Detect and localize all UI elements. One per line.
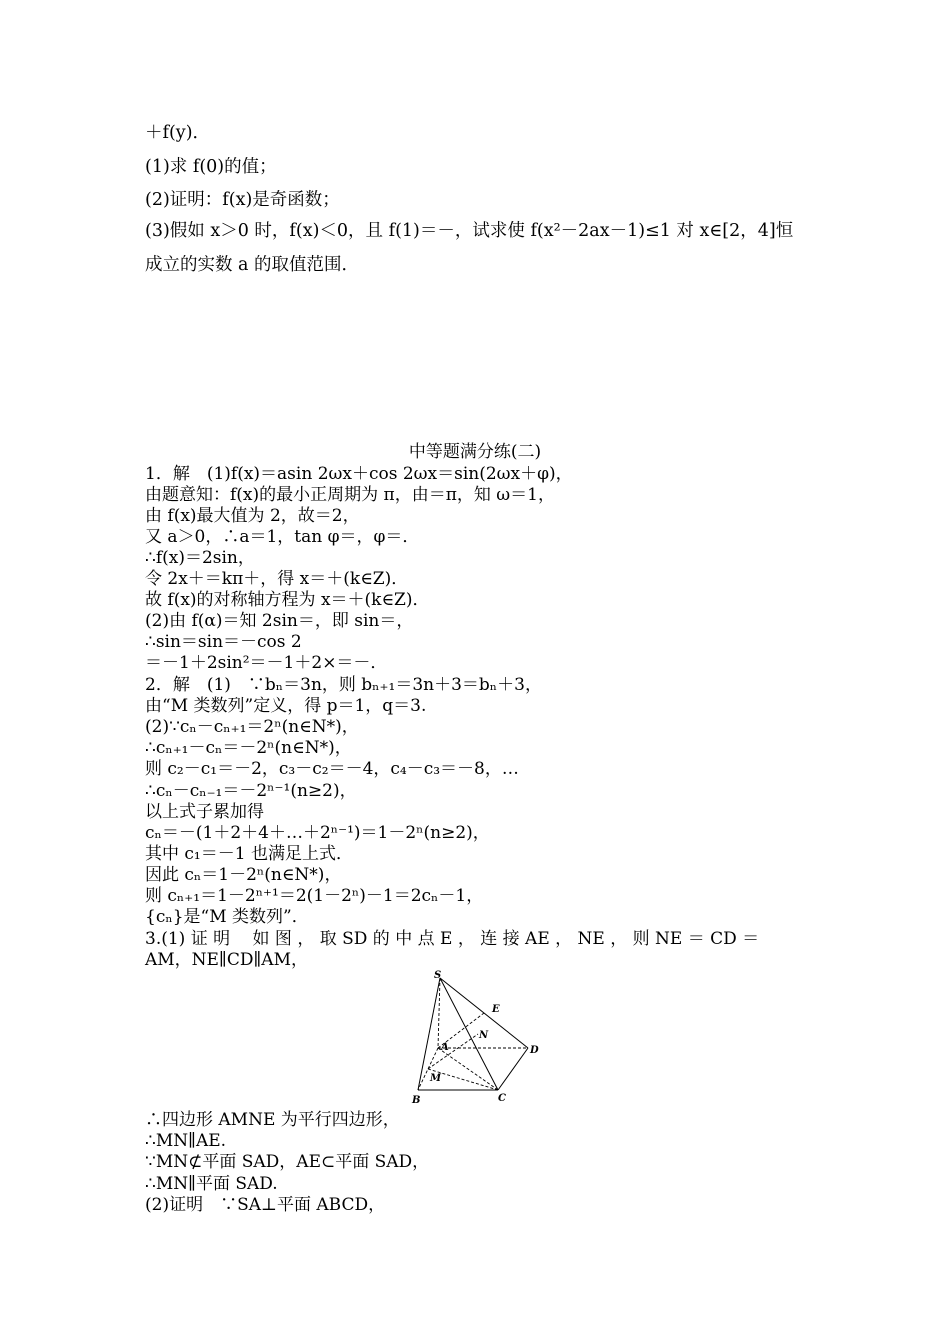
segment-MN — [428, 1034, 478, 1069]
label-B: B — [412, 1095, 421, 1106]
label-C: C — [498, 1093, 506, 1104]
solution-line: 1．解 (1)f(x)＝asin 2ωx＋cos 2ωx＝sin(2ωx＋φ)， — [145, 464, 573, 484]
solution-line: 又 a＞0，∴a＝1，tan φ＝，φ＝． — [145, 527, 420, 547]
solution-line: (2)∵cₙ－cₙ₊₁＝2ⁿ(n∈N*)， — [145, 717, 359, 737]
edge-CD — [498, 1048, 528, 1090]
solution-line: ∴f(x)＝2sin， — [145, 548, 255, 568]
solution-line: 则 c₂－c₁＝－2，c₃－c₂＝－4，c₄－c₃＝－8，… — [145, 759, 519, 779]
pyramid-diagram — [408, 968, 548, 1108]
solution-line: (2)由 f(α)＝知 2sin＝，即 sin＝， — [145, 611, 414, 631]
label-S: S — [434, 970, 442, 981]
solution-line: 以上式子累加得 — [145, 802, 264, 822]
solution-line: 由“M 类数列”定义，得 p＝1，q＝3. — [145, 696, 427, 716]
solution-line: ∴MN∥平面 SAD. — [145, 1174, 278, 1194]
problem-line: (3)假如 x＞0 时，f(x)＜0，且 f(1)＝－，试求使 f(x²－2ax－1)≤1 对 x∈[2，4]恒 — [145, 221, 794, 241]
label-E: E — [492, 1004, 500, 1015]
solution-line: 3.(1) 证 明 如 图 ， 取 SD 的 中 点 E ， 连 接 AE ， NE ， 则 NE ＝ CD ＝ — [145, 929, 760, 949]
problem-line: (1)求 f(0)的值； — [145, 157, 277, 177]
label-N: N — [479, 1030, 489, 1041]
solution-line: ∴cₙ－cₙ₋₁＝－2ⁿ⁻¹(n≥2)， — [145, 781, 357, 801]
edge-SC — [440, 978, 498, 1090]
solution-line: ∴四边形 AMNE 为平行四边形， — [145, 1110, 400, 1130]
solution-line: {cₙ}是“M 类数列”． — [145, 907, 309, 927]
solution-line: ∴MN∥AE. — [145, 1131, 227, 1151]
solution-line: cₙ＝－(1＋2＋4＋…＋2ⁿ⁻¹)＝1－2ⁿ(n≥2)， — [145, 823, 490, 843]
section-title: 中等题满分练(二) — [408, 442, 542, 462]
label-A: A — [441, 1042, 449, 1053]
solution-line: (2)证明 ∵SA⊥平面 ABCD， — [145, 1195, 386, 1215]
problem-line: ＋f(y)． — [145, 123, 211, 143]
solution-line: 2．解 (1) ∵bₙ＝3n，则 bₙ₊₁＝3n＋3＝bₙ＋3， — [145, 675, 542, 695]
segment-AC — [438, 1048, 498, 1090]
label-D: D — [530, 1045, 539, 1056]
solution-line: 由 f(x)最大值为 2，故＝2， — [145, 506, 360, 526]
problem-line: 成立的实数 a 的取值范围． — [145, 255, 360, 275]
pyramid-figure — [408, 968, 548, 1108]
solution-line: ∵MN⊄平面 SAD，AE⊂平面 SAD， — [145, 1152, 430, 1172]
solution-line: 则 cₙ₊₁＝1－2ⁿ⁺¹＝2(1－2ⁿ)－1＝2cₙ－1， — [145, 886, 484, 906]
solution-line: ∴cₙ₊₁－cₙ＝－2ⁿ(n∈N*)， — [145, 738, 352, 758]
solution-line: 因此 cₙ＝1－2ⁿ(n∈N*)， — [145, 865, 342, 885]
label-M: M — [430, 1073, 442, 1084]
solution-line: 其中 c₁＝－1 也满足上式． — [145, 844, 353, 864]
solution-line: ＝－1＋2sin²＝－1＋2×＝－． — [145, 653, 388, 673]
solution-line: AM，NE∥CD∥AM， — [145, 950, 308, 970]
solution-line: 令 2x＋＝kπ＋，得 x＝＋(k∈Z)． — [145, 569, 409, 589]
problem-line: (2)证明：f(x)是奇函数； — [145, 190, 340, 210]
solution-line: ∴sin＝sin＝－cos 2 — [145, 632, 302, 652]
solution-line: 故 f(x)的对称轴方程为 x＝＋(k∈Z)． — [145, 590, 430, 610]
solution-line: 由题意知：f(x)的最小正周期为 π，由＝π，知 ω＝1， — [145, 485, 555, 505]
